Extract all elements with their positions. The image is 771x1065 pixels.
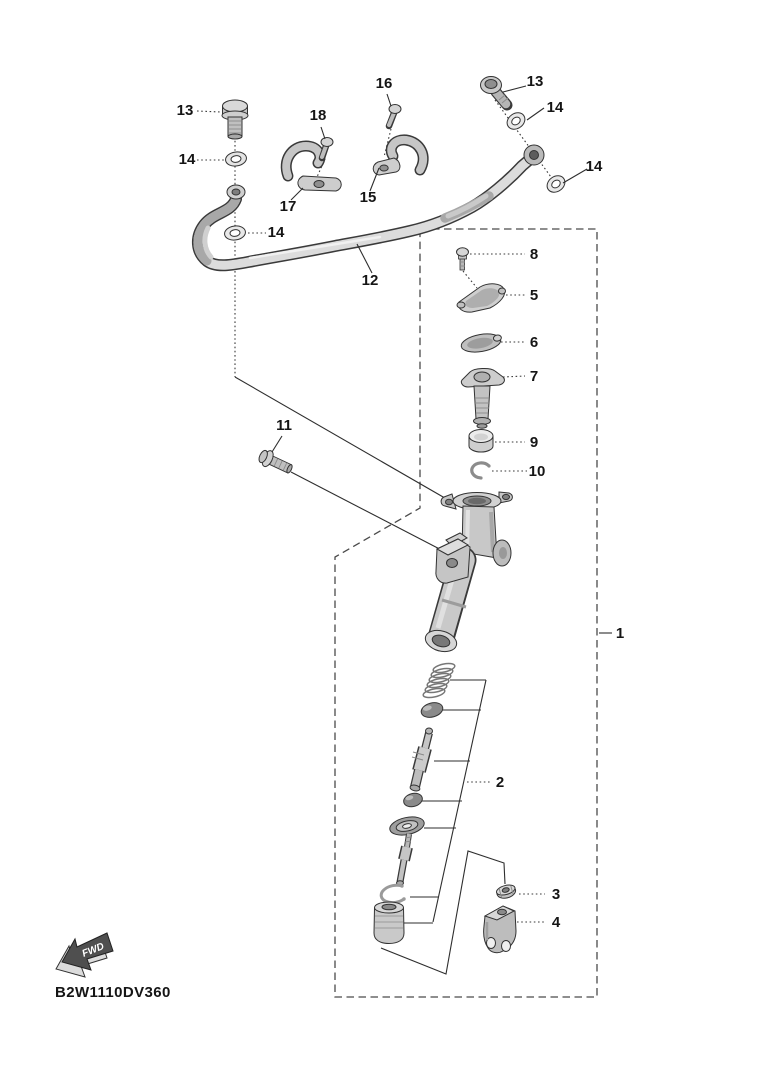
locknut-3 bbox=[495, 883, 517, 900]
union-bolt-13-right bbox=[481, 77, 509, 106]
callout-3: 3 bbox=[551, 886, 561, 903]
callout-8: 8 bbox=[529, 246, 539, 263]
callout-13-left: 13 bbox=[176, 102, 194, 119]
callout-11: 11 bbox=[276, 417, 292, 434]
screw-18 bbox=[321, 138, 333, 159]
piston bbox=[410, 728, 433, 792]
callout-10: 10 bbox=[528, 463, 546, 480]
reservoir-cap-5 bbox=[457, 284, 506, 312]
fwd-label: FWD bbox=[80, 941, 106, 960]
callout-14-left-upper: 14 bbox=[178, 151, 196, 168]
drawing-code: B2W1110DV360 bbox=[55, 984, 171, 1001]
callout-14-right-lower: 14 bbox=[585, 158, 603, 175]
hose-clamp-17 bbox=[286, 146, 341, 191]
rod-joint-4 bbox=[484, 906, 516, 953]
callout-9: 9 bbox=[529, 434, 539, 451]
callout-17: 17 bbox=[279, 198, 297, 215]
callout-13-right: 13 bbox=[526, 73, 544, 90]
hose-to-cylinder-line bbox=[235, 377, 457, 505]
union-bolt-13-left bbox=[222, 100, 248, 139]
washer-14-right-lower bbox=[544, 172, 568, 195]
callout-2: 2 bbox=[495, 774, 505, 791]
hose-clamp-15 bbox=[373, 140, 423, 175]
screw-16 bbox=[389, 105, 401, 127]
dust-boot bbox=[374, 902, 404, 944]
washer-14-right-upper bbox=[504, 109, 528, 132]
callout-18: 18 bbox=[309, 107, 327, 124]
piston-seal-upper bbox=[420, 700, 445, 719]
master-cylinder-body bbox=[423, 492, 513, 655]
mount-bolt-11 bbox=[256, 447, 294, 477]
washer-14-left-upper bbox=[225, 151, 248, 168]
fwd-direction-marker bbox=[56, 933, 113, 977]
callout-15: 15 bbox=[359, 189, 377, 206]
circlip-10 bbox=[472, 463, 491, 480]
callout-5: 5 bbox=[529, 287, 539, 304]
callout-4: 4 bbox=[551, 914, 561, 931]
callout-12: 12 bbox=[361, 272, 379, 289]
bushing-9 bbox=[469, 430, 493, 453]
callout-16: 16 bbox=[375, 75, 393, 92]
callout-14-left-lower: 14 bbox=[267, 224, 285, 241]
piston-seal-lower bbox=[402, 791, 424, 808]
callout-1: 1 bbox=[615, 625, 625, 642]
bolt11-to-cylinder-line bbox=[291, 472, 455, 557]
push-rod bbox=[397, 834, 412, 885]
washer-14-left-lower bbox=[224, 225, 247, 242]
reservoir-diaphragm-6 bbox=[460, 331, 503, 355]
screw8-axis-line bbox=[463, 271, 477, 288]
callout-7: 7 bbox=[529, 368, 539, 385]
reservoir-screw-8 bbox=[457, 248, 469, 270]
callout-14-right-upper: 14 bbox=[546, 99, 564, 116]
callout-6: 6 bbox=[529, 334, 539, 351]
boot-circlip bbox=[381, 884, 406, 902]
reservoir-joint-7 bbox=[461, 368, 504, 428]
